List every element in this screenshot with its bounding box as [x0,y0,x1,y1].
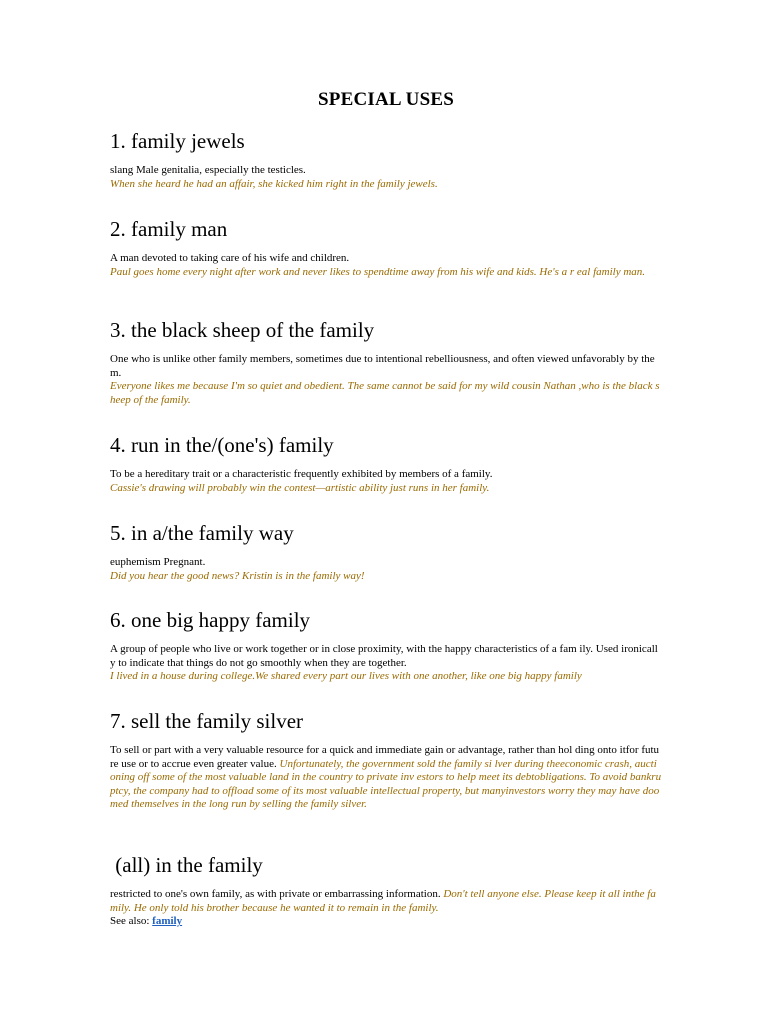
entry-definition: To be a hereditary trait or a characteristic frequently exhibited by members of a family. [110,468,493,480]
entry-example: Don't tell anyone else. Please keep it all inthe family. He only told his brother because he wanted it to remain in the family. [110,888,656,914]
entry-heading: 5. in a/the family way [110,521,294,545]
entry-example: When she heard he had an affair, she kicked him right in the family jewels. [110,177,438,190]
entry-body [110,353,662,407]
entry-example: Cassie's drawing will probably win the contest—artistic ability just runs in her family. [110,481,490,494]
entry-body [110,888,662,929]
entry-body [110,556,662,583]
entry-example: Unfortunately, the government sold the family si lver during theeconomic crash, auctioning off some of the most valuable land in the country to private inv estors to help meet its debtobligations. To avoid bankruptcy, the company had to offload some of its most valuable intellectual property, but manyinvestors worry they may have doomed themselves in the long run by selling the family silver. [110,757,662,810]
entry-definition: A man devoted to taking care of his wife and children. [110,252,350,264]
see-also-family-link[interactable]: family [152,915,183,927]
entry-definition: restricted to one's own family, as with private or embarrassing information. [110,888,441,900]
entry-definition: slang Male genitalia, especially the testicles. [110,164,306,176]
entry-family-jewels [110,128,662,191]
entry-definition: One who is unlike other family members, sometimes due to intentional rebelliousness, and often viewed unfavorably by them. [110,353,655,379]
entry-heading: (all) in the family [110,853,263,877]
entry-definition: euphemism Pregnant. [110,556,206,568]
entry-body [110,252,662,279]
entry-body [110,744,662,812]
entry-heading: 4. run in the/(one's) family [110,433,334,457]
entry-heading: 7. sell the family silver [110,709,304,733]
entry-run-in-the-family [110,432,662,495]
document-title: SPECIAL USES [318,89,454,110]
entry-body [110,643,662,684]
entry-one-big-happy-family [110,607,662,684]
see-also-line [110,915,662,929]
entry-example: I lived in a house during college.We shared every part our lives with one another, like one big happy family [110,670,582,682]
see-also-label: See also: [110,915,150,927]
entry-black-sheep [110,317,662,407]
entry-body [110,164,662,191]
entry-family-man [110,216,662,279]
entry-heading: 6. one big happy family [110,608,311,632]
entry-example: Paul goes home every night after work and never likes to spendtime away from his wife and kids. He's a r eal family man. [110,265,646,278]
entry-definition: A group of people who live or work together or in close proximity, with the happy characteristics of a fam ily. Used ironically to indicate that things do not go smoothly when they are together. [110,643,658,669]
entry-heading: 2. family man [110,217,228,241]
entry-heading: 3. the black sheep of the family [110,318,375,342]
entry-example: Everyone likes me because I'm so quiet and obedient. The same cannot be said for my wild cousin Nathan ,who is the black sheep of the family. [110,380,660,406]
entry-example: Did you hear the good news? Kristin is in the family way! [110,569,365,582]
entry-sell-the-family-silver [110,708,662,812]
entry-family-way [110,520,662,583]
entry-definition: To sell or part with a very valuable resource for a quick and immediate gain or advantage, rather than hol ding onto itfor future use or to accrue even greater value. [110,744,660,770]
entry-heading: 1. family jewels [110,129,245,153]
entry-body [110,468,662,495]
entry-all-in-the-family [110,852,662,929]
